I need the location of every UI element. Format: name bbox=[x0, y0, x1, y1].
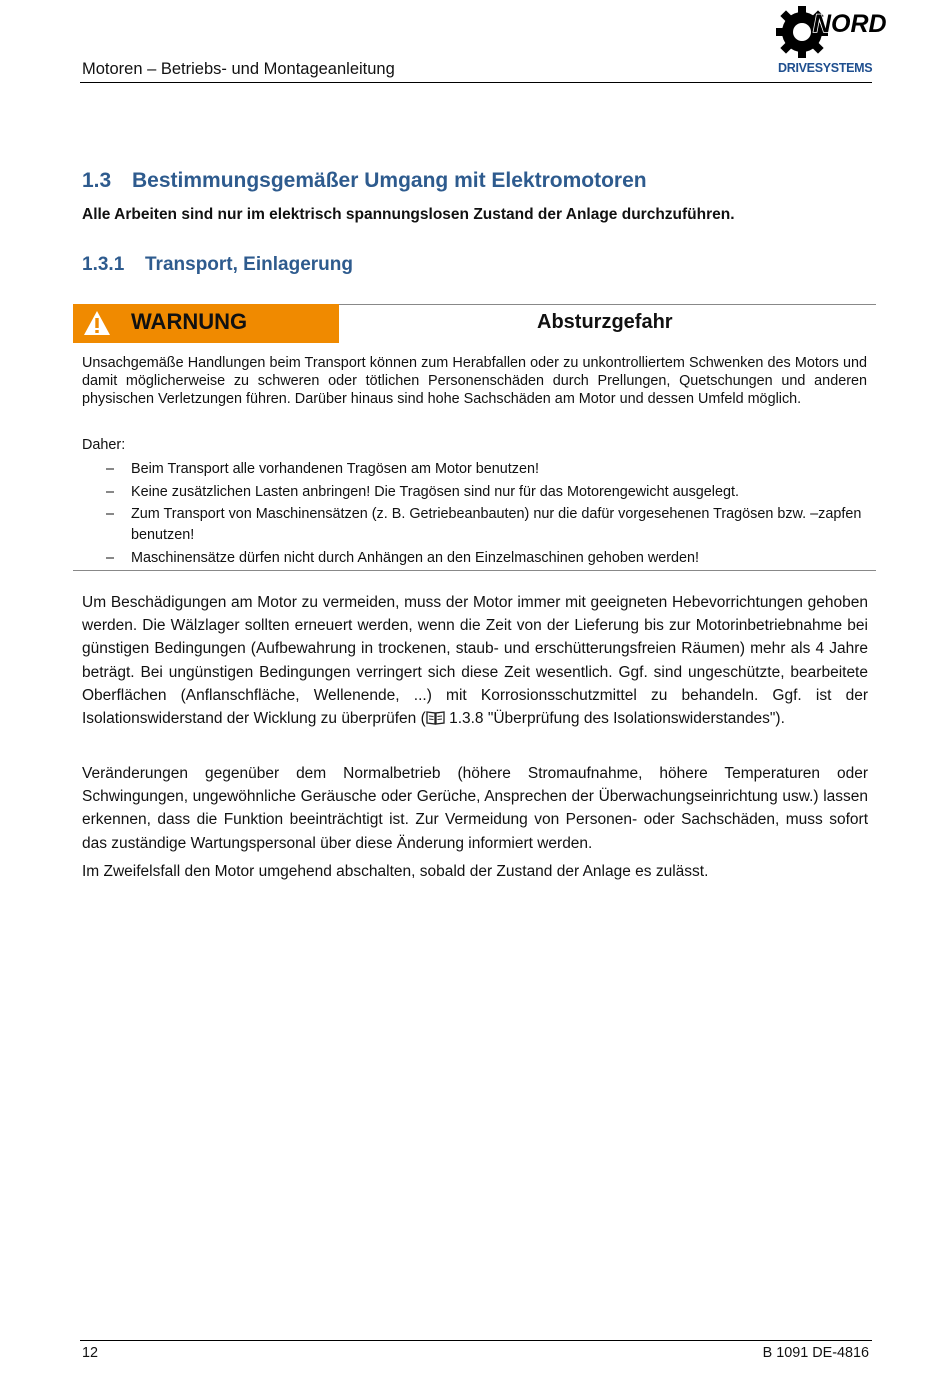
warning-hazard-title: Absturzgefahr bbox=[537, 311, 673, 333]
warning-text: Unsachgemäße Handlungen beim Transport können zum Herabfallen oder zu unkontrolliertem Schwenken des Motors und damit möglicherweise zu schweren oder tötlichen Personenschäden durch Prellungen, Quetschungen und anderen physischen Verletzungen führen. Darüber hinaus sind hohe Sachschäden am Motor und dessen Umfeld möglich. bbox=[82, 355, 867, 407]
bullet-marker: – bbox=[106, 483, 115, 500]
body-paragraph-1 bbox=[82, 591, 868, 730]
warning-triangle-icon bbox=[83, 310, 111, 336]
list-item-text: Beim Transport alle vorhandenen Tragösen am Motor benutzen! bbox=[131, 461, 539, 477]
section-number: 1.3 bbox=[82, 169, 112, 192]
list-item bbox=[82, 459, 867, 480]
book-icon bbox=[426, 710, 445, 725]
header-divider bbox=[80, 82, 872, 83]
warning-band bbox=[73, 304, 339, 343]
warning-bullet-list bbox=[82, 459, 867, 570]
section-lead: Alle Arbeiten sind nur im elektrisch spannungslosen Zustand der Anlage durchzuführen. bbox=[82, 206, 735, 223]
warning-top-divider bbox=[339, 304, 876, 305]
subsection-title: Transport, Einlagerung bbox=[145, 254, 353, 275]
list-item bbox=[82, 504, 867, 546]
body-paragraph-2: Veränderungen gegenüber dem Normalbetrieb (höhere Stromaufnahme, höhere Temperaturen oder Schwingungen, ungewöhnliche Geräusche oder Gerüche, Ansprechen der Überwachungseinrichtung usw.) lassen erkennen, dass die Funktion beeinträchtigt ist. Zur Vermeidung von Personen- oder Sachschäden, muss sofort das zuständige Wartungspersonal über diese Änderung informiert werden. bbox=[82, 765, 868, 852]
subsection-heading bbox=[82, 254, 353, 276]
subsection-number: 1.3.1 bbox=[82, 254, 125, 275]
header-title: Motoren – Betriebs- und Montageanleitung bbox=[82, 60, 395, 78]
section-heading bbox=[82, 169, 647, 193]
list-item-text: Zum Transport von Maschinensätzen (z. B. Getriebeanbauten) nur die dafür vorgesehenen Tragösen bzw. –zapfen benutzen! bbox=[131, 506, 862, 543]
logo-brand-text: NORD bbox=[813, 10, 887, 38]
bullet-marker: – bbox=[106, 461, 115, 477]
section-title: Bestimmungsgemäßer Umgang mit Elektromotoren bbox=[132, 169, 647, 192]
list-item-text: Maschinensätze dürfen nicht durch Anhängen an den Einzelmaschinen gehoben werden! bbox=[131, 549, 700, 566]
body-paragraph-3: Im Zweifelsfall den Motor umgehend abschalten, sobald der Zustand der Anlage es zulässt. bbox=[82, 863, 709, 880]
list-item bbox=[82, 548, 867, 569]
bullet-marker: – bbox=[106, 549, 115, 566]
cross-reference-link[interactable]: 1.3.8 "Überprüfung des Isolationswiderstandes"). bbox=[444, 710, 785, 728]
logo-subtitle: DRIVESYSTEMS bbox=[778, 61, 873, 75]
list-item bbox=[82, 482, 867, 503]
paragraph-text: Um Beschädigungen am Motor zu vermeiden, muss der Motor immer mit geeigneten Hebevorrichtungen gehoben werden. Die Wälzlager sollten erneuert werden, wenn die Zeit von der Lieferung bis zur Motorinbetriebnahme bei günstigen Bedingungen (Aufbewahrung in trockenen, staub- und erschütterungsfreien Räumen) mehr als 4 Jahre beträgt. Bei ungünstigen Bedingungen verringert sich diese Zeit wesentlich. Ggf. sind ungeschützte, bearbeitete Oberflächen (Anflanschfläche, Wellenende, ...) mit Korrosionsschutzmittel zu behandeln. Ggf. ist der Isolationswiderstand der Wicklung zu überprüfen ( bbox=[82, 594, 868, 728]
warning-label: WARNUNG bbox=[131, 309, 248, 334]
footer-divider bbox=[80, 1340, 872, 1341]
document-id: B 1091 DE-4816 bbox=[762, 1345, 869, 1361]
list-item-text: Keine zusätzlichen Lasten anbringen! Die Tragösen sind nur für das Motorengewicht ausgelegt. bbox=[131, 483, 739, 500]
bullet-marker: – bbox=[106, 506, 115, 522]
warning-bottom-divider bbox=[73, 570, 876, 571]
page-number: 12 bbox=[82, 1345, 99, 1361]
warning-daher: Daher: bbox=[82, 437, 126, 453]
